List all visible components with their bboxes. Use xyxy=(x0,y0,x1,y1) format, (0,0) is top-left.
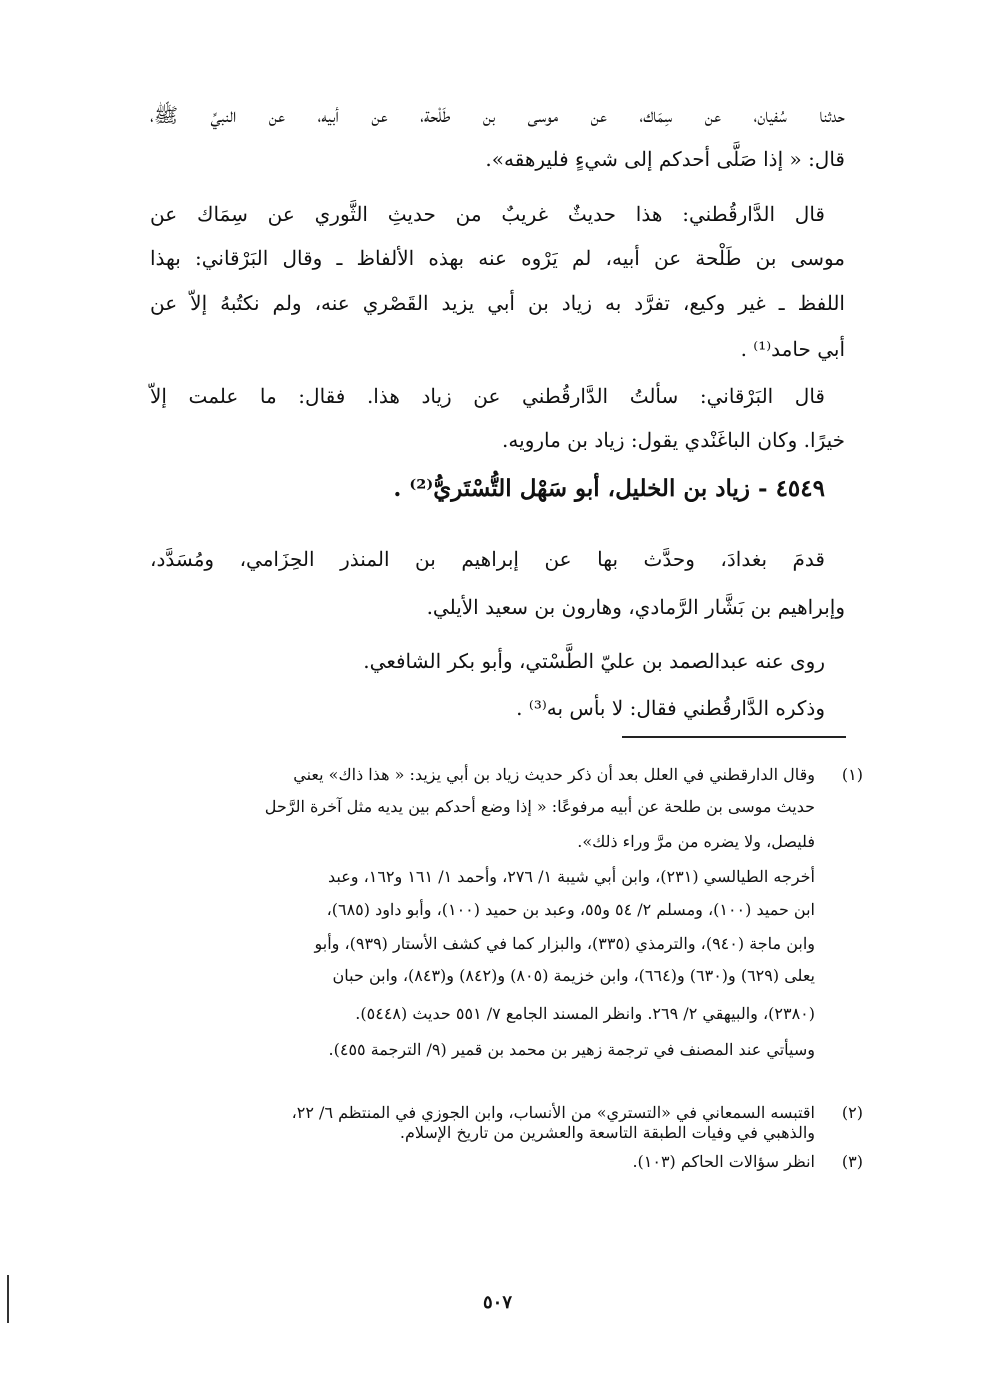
footnote-line: وقال الدارقطني في العلل بعد أن ذكر حديث زياد بن أبي يزيد: « هذا ذاك» يعني xyxy=(293,765,815,784)
entry-heading: ٤٥٤٩ - زياد بن الخليل، أبو سَهْل التُّسْتَريُّ⁽²⁾ . xyxy=(393,475,825,502)
text-line: موسى بن طَلْحة عن أبيه، لم يَرْوه عنه بهذه الألفاظ ـ وقال البَرْقاني: بهذا xyxy=(150,246,845,270)
footnote-number: (١) xyxy=(841,765,863,784)
footnote-line: انظر سؤالات الحاكم (١٠٣). xyxy=(632,1152,815,1171)
footnote-number: (٣) xyxy=(841,1152,863,1171)
footnote-line: (٢٣٨٠)، والبيهقي ٢/ ٢٦٩. وانظر المسند الجامع ٧/ ٥٥١ حديث (٥٤٤٨). xyxy=(355,1004,815,1023)
footnote-number: (٢) xyxy=(841,1103,863,1122)
text-line: خيرًا. وكان الباغَنْدي يقول: زياد بن مارويه. xyxy=(502,428,845,452)
footnote-line: وسيأتي عند المصنف في ترجمة زهير بن محمد بن قمير (٩/ الترجمة ٤٥٥). xyxy=(328,1040,815,1059)
text-line: قال البَرْقاني: سألتُ الدَّارقُطني عن زياد هذا. فقال: ما علمت إلاّ xyxy=(150,384,825,408)
footnote-line: أخرجه الطيالسي (٢٣١)، وابن أبي شيبة ١/ ٢٧٦، وأحمد ١/ ١٦١ و١٦٢، وعبد xyxy=(327,867,815,886)
footnote-line: وابن ماجة (٩٤٠)، والترمذي (٣٣٥)، والبزار كما في كشف الأستار (٩٣٩)، وأبو xyxy=(314,934,815,953)
footnote-line: يعلى (٦٢٩) و(٦٣٠) و(٦٦٤)، وابن خزيمة (٨٠٥) و(٨٤٢) و(٨٤٣)، وابن حبان xyxy=(332,966,815,985)
footnote-line: والذهبي في وفيات الطبقة التاسعة والعشرين من تاريخ الإسلام. xyxy=(399,1123,815,1142)
text-line: وإبراهيم بن بَشَّار الرَّمادي، وهارون بن سعيد الأيلي. xyxy=(426,595,845,619)
text-line: وذكره الدَّارقُطني فقال: لا بأس به⁽³⁾ . xyxy=(516,696,825,720)
footnote-separator xyxy=(622,736,846,738)
footnote-line: اقتبسه السمعاني في «التستري» من الأنساب، وابن الجوزي في المنتظم ٦/ ٢٢، xyxy=(291,1103,815,1122)
page-number: ٥٠٧ xyxy=(482,1292,512,1313)
text-line: قال: « إذا صَلَّى أحدكم إلى شيءٍ فليرهقه». xyxy=(485,147,845,171)
footnote-line: ابن حميد (١٠٠)، ومسلم ٢/ ٥٤ و٥٥، وعبد بن حميد (١٠٠)، وأبو داود (٦٨٥)، xyxy=(326,900,815,919)
text-line: اللفظ ـ غير وكيع، تفرَّد به زياد بن أبي يزيد القَصْري عنه، ولم نكتُبهُ إلاّ عن xyxy=(150,291,845,315)
text-line: أبي حامد⁽¹⁾ . xyxy=(740,337,845,361)
footnote-line: فليصل، ولا يضره من مرَّ وراء ذلك». xyxy=(577,832,815,851)
text-line: قدمَ بغدادَ، وحدَّث بها عن إبراهيم بن المنذر الحِزَامي، ومُسَدَّد، xyxy=(150,547,825,571)
footnote-line: حديث موسى بن طلحة عن أبيه مرفوعًا: « إذا وضع أحدكم بين يديه مثل آخرة الرَّحل xyxy=(264,797,815,816)
text-line: روى عنه عبدالصمد بن عليّ الطَّسْتي، وأبو بكر الشافعي. xyxy=(363,649,825,673)
text-line: قال الدَّارقُطني: هذا حديثٌ غريبٌ من حديثِ الثَّوري عن سِمَاك عن xyxy=(150,202,825,226)
text-line: حدثنا سُفيان، عن سِمَاك، عن موسى بن طَلْحة، عن أبيه، عن النبيِّ ﷺ، xyxy=(150,103,845,127)
